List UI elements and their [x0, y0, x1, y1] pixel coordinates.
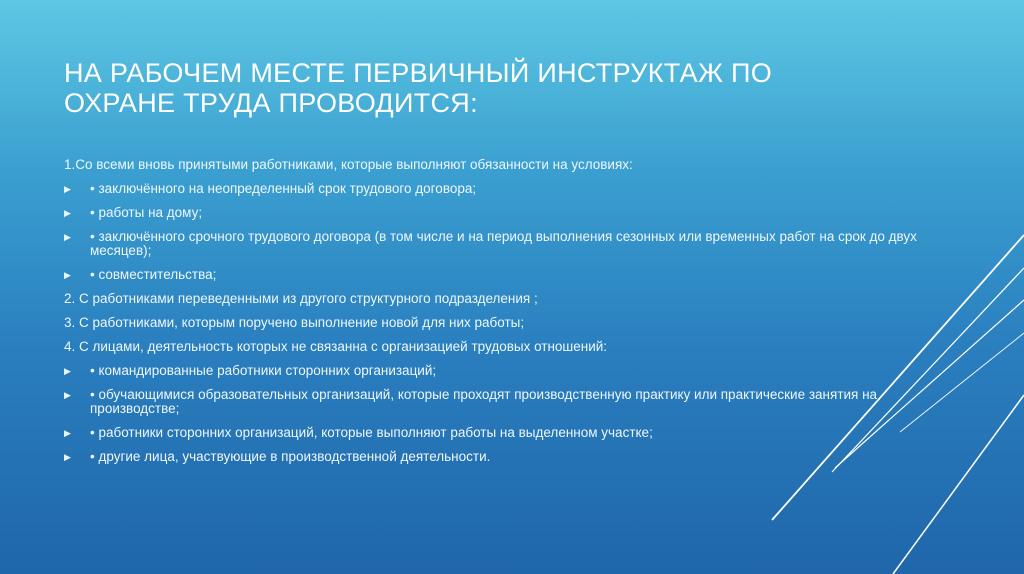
list-item-text: • другие лица, участвующие в производственной деятельности.: [90, 449, 491, 464]
bullet-arrow-icon: ▶: [64, 452, 71, 462]
decor-line: [835, 300, 1024, 468]
list-item-text: 1.Со всеми вновь принятыми работниками, которые выполняют обязанности на условиях:: [64, 157, 633, 172]
list-item-text: • командированные работники сторонних организаций;: [90, 363, 437, 378]
decor-line: [772, 235, 1024, 520]
list-item-text: • обучающимися образовательных организаций, которые проходят производственную практику или практические занятия на производстве;: [90, 387, 878, 416]
list-item-text: 3. С работниками, которым поручено выполнение новой для них работы;: [64, 315, 525, 330]
bullet-arrow-icon: ▶: [64, 366, 71, 376]
bullet-arrow-icon: ▶: [64, 232, 71, 242]
bullet-arrow-icon: ▶: [64, 184, 71, 194]
list-item-text: • работы на дому;: [90, 205, 203, 220]
list-item-text: 4. С лицами, деятельность которых не связанна с организацией трудовых отношений:: [64, 339, 608, 354]
bullet-arrow-icon: ▶: [64, 270, 71, 280]
list-item-text: • работники сторонних организаций, которые выполняют работы на выделенном участке;: [90, 425, 653, 440]
bullet-arrow-icon: ▶: [64, 428, 71, 438]
slide-title: НА РАБОЧЕМ МЕСТЕ ПЕРВИЧНЫЙ ИНСТРУКТАЖ ПО ОХРАНЕ ТРУДА ПРОВОДИТСЯ:: [64, 58, 773, 118]
list-item-text: 2. С работниками переведенными из другого структурного подразделения ;: [64, 291, 538, 306]
decor-line: [900, 333, 1024, 432]
bullet-arrow-icon: ▶: [64, 390, 71, 400]
list-item-text: • совместительства;: [90, 267, 217, 282]
decor-line: [832, 268, 1024, 472]
list-item-text: • заключённого срочного трудового договора (в том числе и на период выполнения сезонных или временных работ на срок до двух месяцев);: [90, 229, 917, 258]
bullet-arrow-icon: ▶: [64, 208, 71, 218]
list-item-text: • заключённого на неопределенный срок трудового договора;: [90, 181, 477, 196]
